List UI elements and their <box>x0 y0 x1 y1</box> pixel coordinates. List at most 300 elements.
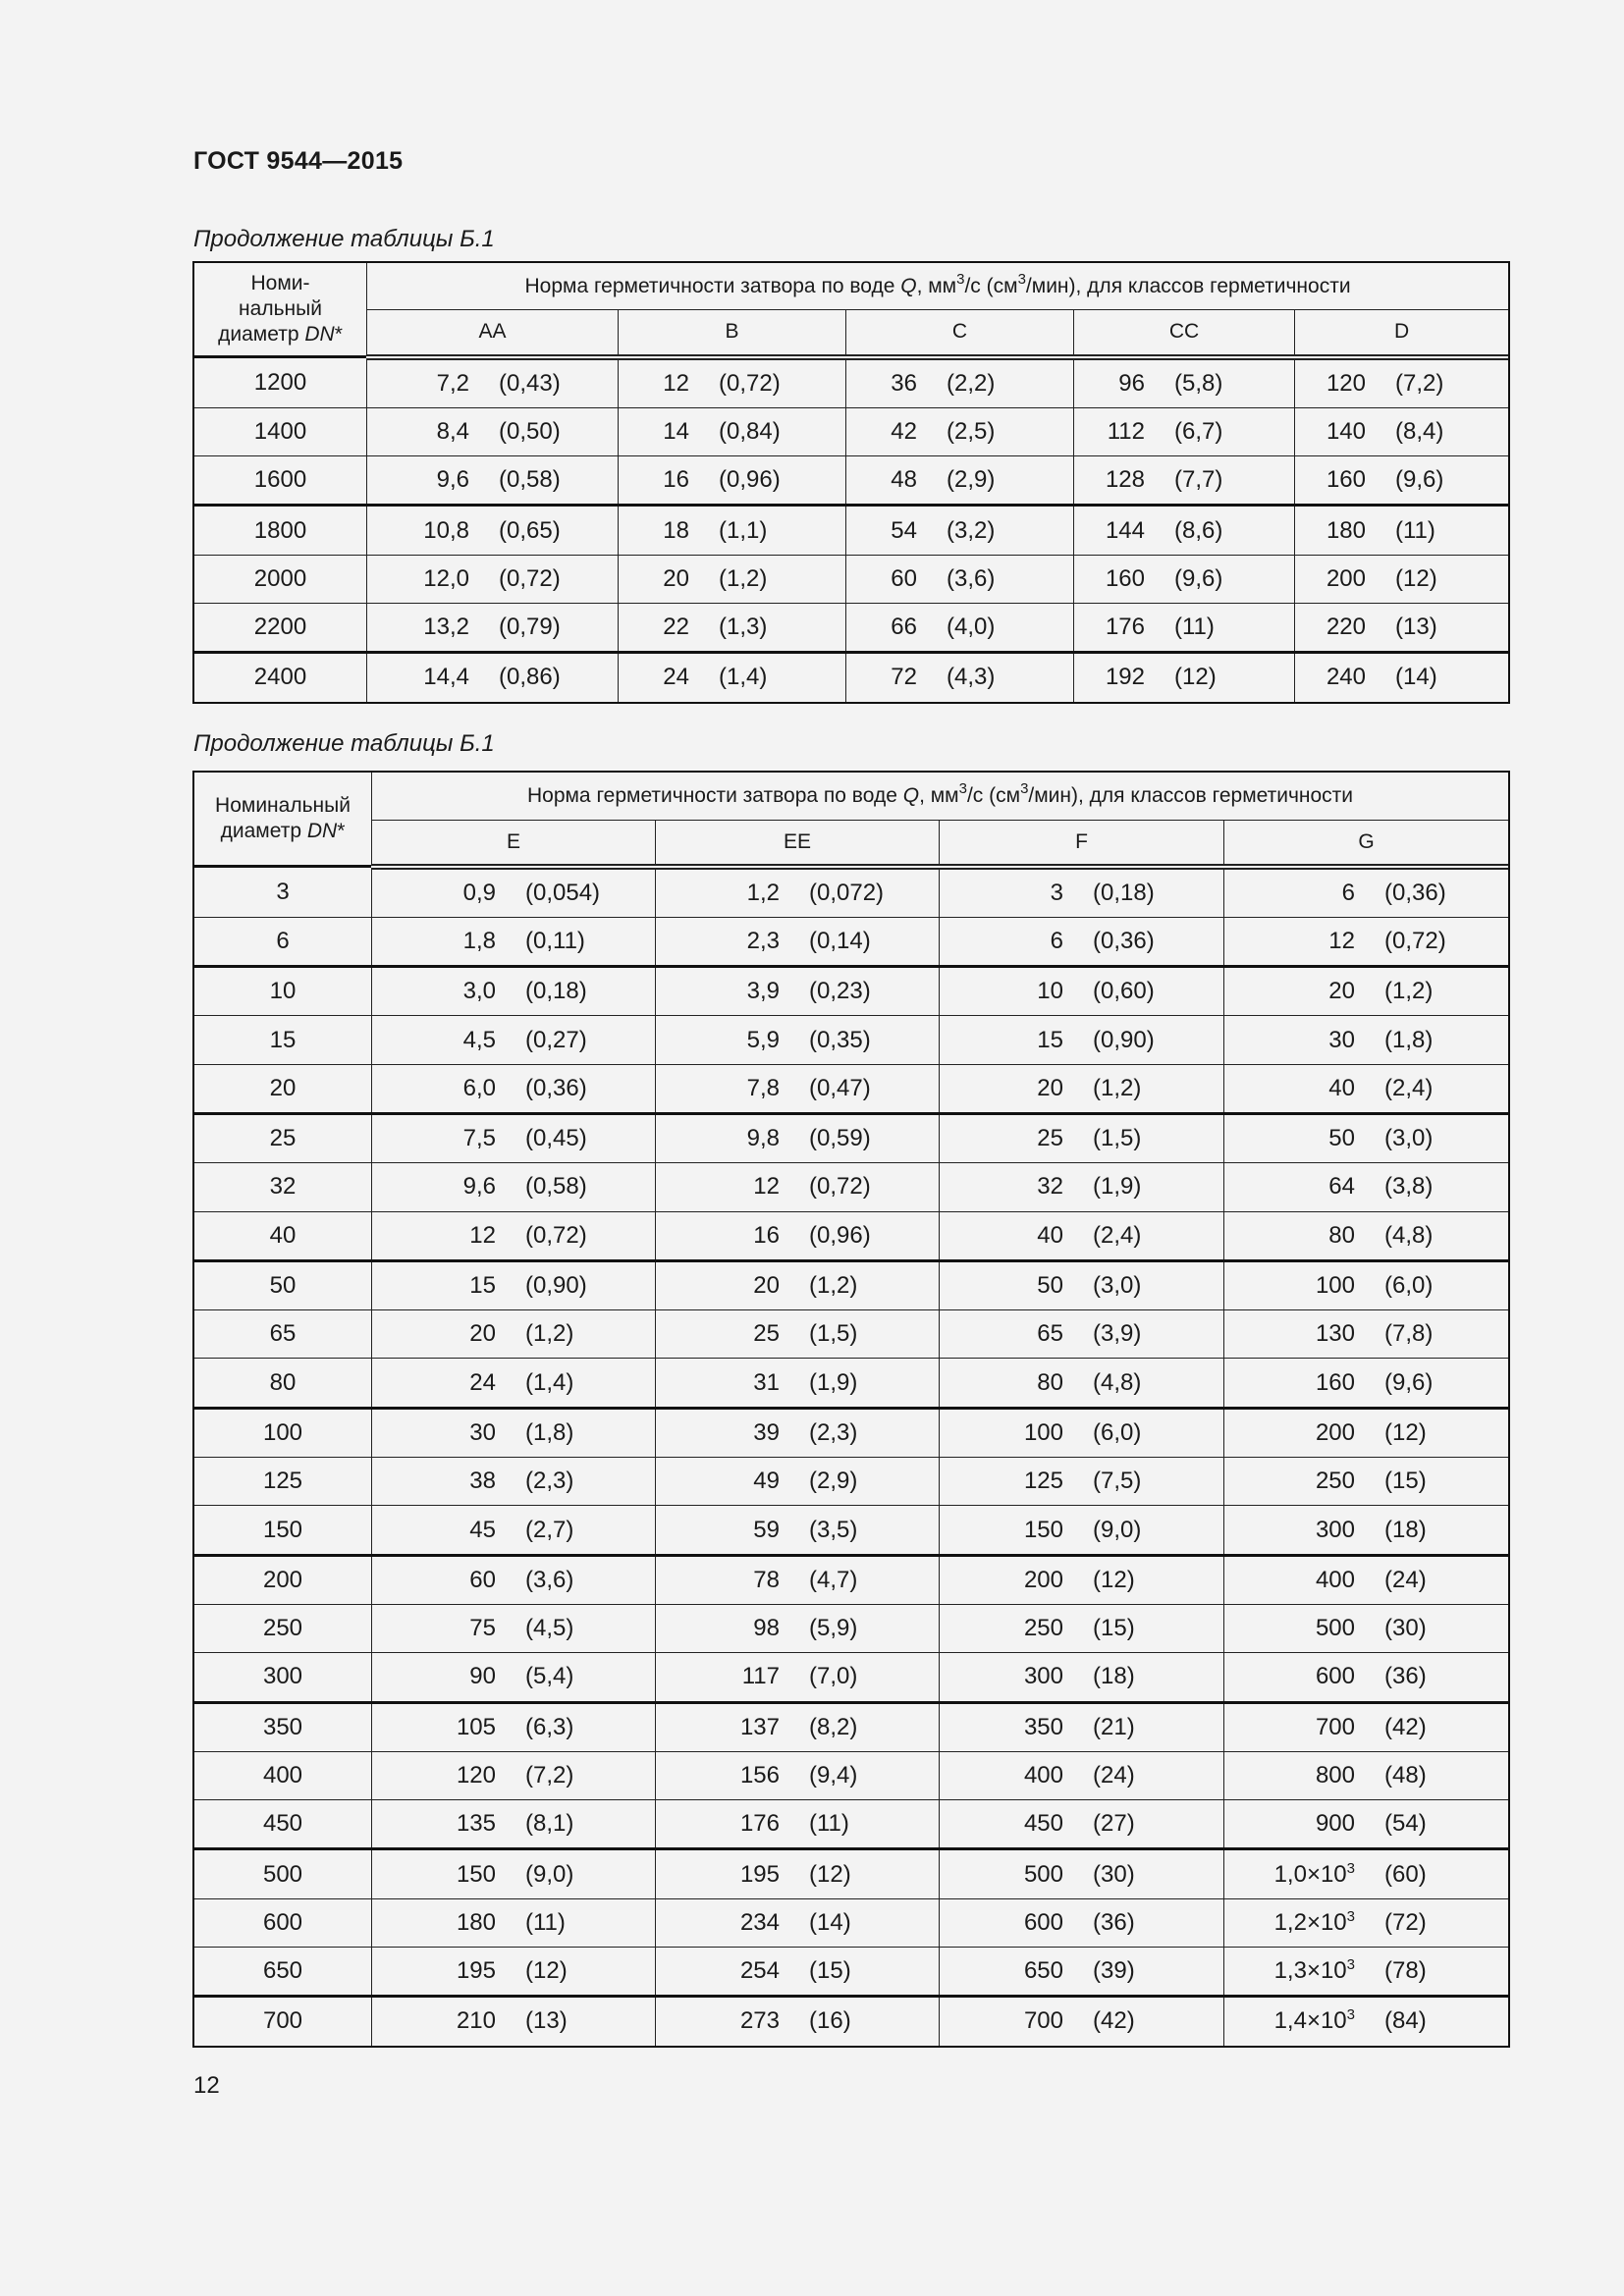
dn-cell: 1600 <box>194 456 367 506</box>
table-row <box>194 1310 1509 1359</box>
leak-cell-ee <box>656 1751 940 1799</box>
leak-rate-mm3s: 350 <box>1023 1713 1063 1740</box>
leak-cell-g <box>1224 1408 1509 1457</box>
table-row <box>194 456 1509 506</box>
table-row <box>194 1948 1509 1997</box>
dn-cell: 15 <box>194 1016 372 1064</box>
leak-cell-g <box>1224 1458 1509 1506</box>
leak-cell-f <box>940 967 1224 1016</box>
leak-rate-cm3min: (0,72) <box>525 1221 587 1249</box>
dn-header-line-3: диаметр DN* <box>218 323 343 346</box>
table2 <box>193 772 1509 2047</box>
leak-rate-mm3s: 120 <box>456 1761 496 1789</box>
leak-rate-mm3s: 400 <box>1315 1566 1355 1593</box>
leak-rate-mm3s: 12 <box>469 1221 496 1249</box>
leak-rate-cm3min: (15) <box>1093 1615 1135 1642</box>
dn-cell: 25 <box>194 1113 372 1162</box>
leak-cell-g <box>1224 1800 1509 1849</box>
leak-rate-mm3s: 150 <box>1023 1516 1063 1543</box>
leak-cell-g <box>1224 1702 1509 1751</box>
leak-rate-mm3s: 500 <box>1023 1860 1063 1888</box>
leak-rate-cm3min: (1,8) <box>1384 1026 1434 1053</box>
leak-cell-aa <box>367 407 619 455</box>
leak-rate-mm3s: 75 <box>469 1615 496 1642</box>
leak-cell-e <box>372 1555 656 1604</box>
leak-rate-cm3min: (4,7) <box>809 1566 858 1593</box>
leak-rate-cm3min: (1,4) <box>719 664 768 691</box>
leak-rate-cm3min: (13) <box>525 2007 568 2035</box>
leak-rate-mm3s: 16 <box>753 1221 780 1249</box>
leak-rate-cm3min: (1,4) <box>525 1368 574 1396</box>
leak-rate-cm3min: (0,79) <box>499 614 561 641</box>
leak-cell-ee <box>656 1800 940 1849</box>
table-row <box>194 967 1509 1016</box>
leak-rate-cm3min: (11) <box>809 1810 849 1838</box>
table2-caption: Продолжение таблицы Б.1 <box>193 730 495 757</box>
leak-cell-f <box>940 1359 1224 1408</box>
leak-rate-mm3s: 117 <box>741 1663 780 1690</box>
leak-cell-e <box>372 1800 656 1849</box>
leak-cell-g <box>1224 1849 1509 1898</box>
leak-rate-cm3min: (7,2) <box>1395 369 1444 397</box>
table-row <box>194 1555 1509 1604</box>
leak-cell-ee <box>656 867 940 918</box>
leak-cell-c <box>846 357 1074 408</box>
leak-cell-f <box>940 1113 1224 1162</box>
class-header-d: D <box>1295 310 1509 357</box>
dn-cell: 65 <box>194 1310 372 1359</box>
leak-rate-cm3min: (8,4) <box>1395 417 1444 445</box>
leak-rate-cm3min: (0,36) <box>525 1074 587 1101</box>
leak-rate-cm3min: (0,18) <box>1093 879 1155 906</box>
leak-cell-ee <box>656 1113 940 1162</box>
leak-rate-cm3min: (72) <box>1384 1908 1427 1936</box>
leak-rate-cm3min: (9,0) <box>1093 1516 1142 1543</box>
leak-cell-ee <box>656 1359 940 1408</box>
leak-cell-b <box>619 603 846 652</box>
leak-rate-cm3min: (0,50) <box>499 417 561 445</box>
leak-rate-cm3min: (1,1) <box>719 516 768 544</box>
leak-rate-mm3s: 4,5 <box>462 1026 496 1053</box>
leak-cell-e <box>372 967 656 1016</box>
leak-rate-mm3s: 10 <box>1037 978 1063 1005</box>
leak-rate-cm3min: (9,6) <box>1384 1368 1434 1396</box>
leak-rate-mm3s: 40 <box>1328 1074 1355 1101</box>
leak-rate-mm3s: 24 <box>469 1368 496 1396</box>
table-row <box>194 867 1509 918</box>
dn-cell: 10 <box>194 967 372 1016</box>
table-row <box>194 1800 1509 1849</box>
table-row <box>194 1211 1509 1260</box>
leak-rate-cm3min: (1,2) <box>809 1272 858 1300</box>
leak-cell-cc <box>1074 603 1295 652</box>
leak-rate-cm3min: (1,5) <box>809 1320 858 1348</box>
leak-cell-ee <box>656 1310 940 1359</box>
leak-rate-cm3min: (12) <box>525 1957 568 1985</box>
leak-rate-cm3min: (0,72) <box>719 369 781 397</box>
leak-rate-mm3s: 195 <box>456 1957 496 1985</box>
leak-rate-cm3min: (0,58) <box>499 466 561 494</box>
leak-rate-mm3s: 180 <box>1326 516 1366 544</box>
leak-rate-mm3s: 5,9 <box>746 1026 780 1053</box>
leak-rate-mm3s: 650 <box>1023 1957 1063 1985</box>
table1-caption: Продолжение таблицы Б.1 <box>193 226 495 252</box>
leak-cell-f <box>940 1702 1224 1751</box>
leak-rate-mm3s: 72 <box>891 664 917 691</box>
leak-rate-cm3min: (1,9) <box>1093 1173 1142 1201</box>
table-row <box>194 1260 1509 1309</box>
leak-rate-cm3min: (14) <box>1395 664 1437 691</box>
leak-cell-d <box>1295 407 1509 455</box>
leak-cell-cc <box>1074 357 1295 408</box>
leak-rate-cm3min: (3,6) <box>947 564 996 592</box>
table-row <box>194 407 1509 455</box>
leak-rate-cm3min: (2,3) <box>809 1418 858 1446</box>
dn-cell: 20 <box>194 1064 372 1113</box>
leak-cell-e <box>372 1211 656 1260</box>
page-number: 12 <box>193 2072 220 2099</box>
leak-cell-f <box>940 1849 1224 1898</box>
leak-cell-ee <box>656 1555 940 1604</box>
leak-rate-cm3min: (9,0) <box>525 1860 574 1888</box>
leak-rate-cm3min: (0,96) <box>809 1221 871 1249</box>
table-row <box>194 1163 1509 1211</box>
leak-cell-e <box>372 1751 656 1799</box>
dn-cell: 1800 <box>194 506 367 555</box>
leak-cell-d <box>1295 357 1509 408</box>
leak-rate-mm3s: 2,3 <box>746 927 780 954</box>
leak-cell-f <box>940 1948 1224 1997</box>
leak-cell-aa <box>367 357 619 408</box>
leak-cell-g <box>1224 1016 1509 1064</box>
leak-rate-mm3s: 156 <box>739 1761 780 1789</box>
leak-rate-mm3s: 22 <box>663 614 689 641</box>
leak-cell-g <box>1224 1359 1509 1408</box>
leak-cell-e <box>372 1948 656 1997</box>
leak-rate-mm3s: 140 <box>1326 417 1366 445</box>
leak-rate-mm3s: 100 <box>1315 1272 1355 1300</box>
leak-rate-mm3s: 900 <box>1315 1810 1355 1838</box>
dn-cell: 700 <box>194 1997 372 2046</box>
leak-rate-cm3min: (84) <box>1384 2007 1427 2035</box>
leak-rate-cm3min: (12) <box>1384 1418 1427 1446</box>
leak-rate-cm3min: (3,9) <box>1093 1320 1142 1348</box>
leak-cell-f <box>940 1555 1224 1604</box>
leak-rate-mm3s: 192 <box>1105 664 1145 691</box>
leak-rate-cm3min: (7,7) <box>1174 466 1223 494</box>
leak-cell-b <box>619 555 846 603</box>
leak-rate-mm3s: 20 <box>753 1272 780 1300</box>
leak-cell-g <box>1224 1604 1509 1652</box>
leak-cell-e <box>372 1997 656 2046</box>
leak-rate-mm3s: 240 <box>1326 664 1366 691</box>
leak-cell-ee <box>656 1997 940 2046</box>
leak-rate-mm3s: 700 <box>1315 1713 1355 1740</box>
leak-cell-ee <box>656 1849 940 1898</box>
leak-rate-mm3s: 98 <box>753 1615 780 1642</box>
leak-rate-mm3s: 600 <box>1023 1908 1063 1936</box>
leak-rate-mm3s: 66 <box>891 614 917 641</box>
leak-cell-g <box>1224 1555 1509 1604</box>
dn-cell: 400 <box>194 1751 372 1799</box>
leak-rate-mm3s: 800 <box>1315 1761 1355 1789</box>
leak-rate-cm3min: (24) <box>1384 1566 1427 1593</box>
leak-rate-cm3min: (1,2) <box>525 1320 574 1348</box>
leak-rate-cm3min: (1,2) <box>719 564 768 592</box>
leak-rate-cm3min: (15) <box>809 1957 851 1985</box>
leak-rate-cm3min: (60) <box>1384 1860 1427 1888</box>
leak-rate-mm3s: 14,4 <box>423 664 469 691</box>
leak-rate-mm3s: 12 <box>753 1173 780 1201</box>
dn-cell: 200 <box>194 1555 372 1604</box>
leak-rate-cm3min: (18) <box>1093 1663 1135 1690</box>
leak-rate-mm3s: 65 <box>1037 1320 1063 1348</box>
leak-cell-g <box>1224 1898 1509 1947</box>
leak-cell-e <box>372 1604 656 1652</box>
leak-rate-cm3min: (2,9) <box>947 466 996 494</box>
table1-body <box>194 357 1509 703</box>
leak-cell-f <box>940 1604 1224 1652</box>
leak-rate-mm3s: 112 <box>1107 417 1145 445</box>
leak-rate-mm3s: 60 <box>891 564 917 592</box>
leak-rate-cm3min: (9,6) <box>1174 564 1223 592</box>
leak-rate-mm3s: 250 <box>1023 1615 1063 1642</box>
leak-rate-cm3min: (11) <box>1174 614 1215 641</box>
leak-rate-mm3s: 254 <box>739 1957 780 1985</box>
leak-cell-ee <box>656 1408 940 1457</box>
leak-rate-mm3s: 14 <box>663 417 689 445</box>
leak-cell-ee <box>656 1064 940 1113</box>
leak-rate-cm3min: (0,43) <box>499 369 561 397</box>
leak-rate-mm3s: 8,4 <box>436 417 469 445</box>
leak-rate-mm3s: 9,6 <box>462 1173 496 1201</box>
leak-rate-mm3s: 42 <box>891 417 917 445</box>
leak-rate-mm3s: $1,2\times 10^3$ <box>1273 1907 1355 1936</box>
leak-cell-d <box>1295 456 1509 506</box>
leak-cell-g <box>1224 967 1509 1016</box>
leak-rate-cm3min: (7,5) <box>1093 1468 1142 1495</box>
leak-rate-mm3s: 160 <box>1315 1368 1355 1396</box>
leak-rate-cm3min: (2,2) <box>947 369 996 397</box>
leak-cell-g <box>1224 1997 1509 2046</box>
table-row <box>194 1751 1509 1799</box>
table-row <box>194 1604 1509 1652</box>
leak-rate-mm3s: 7,5 <box>462 1125 496 1152</box>
leak-rate-cm3min: (0,72) <box>1384 927 1446 954</box>
leak-rate-mm3s: 20 <box>1328 978 1355 1005</box>
leak-cell-c <box>846 555 1074 603</box>
leak-cell-b <box>619 456 846 506</box>
leak-rate-mm3s: 13,2 <box>423 614 469 641</box>
leak-rate-mm3s: 25 <box>1037 1125 1063 1152</box>
leak-cell-cc <box>1074 555 1295 603</box>
leak-cell-d <box>1295 653 1509 702</box>
leak-rate-mm3s: 36 <box>891 369 917 397</box>
class-header-cc: CC <box>1074 310 1295 357</box>
leak-rate-cm3min: (15) <box>1384 1468 1427 1495</box>
leak-rate-mm3s: 60 <box>469 1566 496 1593</box>
leak-cell-f <box>940 1997 1224 2046</box>
leak-rate-mm3s: $1,4\times 10^3$ <box>1273 2006 1355 2035</box>
leak-cell-e <box>372 1113 656 1162</box>
leak-rate-cm3min: (54) <box>1384 1810 1427 1838</box>
leak-rate-cm3min: (2,5) <box>947 417 996 445</box>
leak-cell-cc <box>1074 407 1295 455</box>
leak-rate-mm3s: 700 <box>1023 2007 1063 2035</box>
leak-rate-mm3s: 128 <box>1105 466 1145 494</box>
leak-rate-mm3s: 49 <box>753 1468 780 1495</box>
leak-rate-mm3s: 30 <box>1328 1026 1355 1053</box>
leak-rate-mm3s: 6 <box>1050 927 1063 954</box>
leak-cell-e <box>372 1359 656 1408</box>
leak-rate-cm3min: (5,9) <box>809 1615 858 1642</box>
table-row <box>194 1849 1509 1898</box>
leak-rate-cm3min: (2,9) <box>809 1468 858 1495</box>
leak-cell-g <box>1224 1948 1509 1997</box>
leak-rate-cm3min: (0,65) <box>499 516 561 544</box>
leak-rate-mm3s: 48 <box>891 466 917 494</box>
leak-rate-mm3s: 176 <box>1105 614 1145 641</box>
leak-rate-cm3min: (3,5) <box>809 1516 858 1543</box>
leak-cell-e <box>372 1064 656 1113</box>
leak-rate-mm3s: 3,9 <box>746 978 780 1005</box>
leak-rate-mm3s: 300 <box>1315 1516 1355 1543</box>
leak-rate-mm3s: 54 <box>891 516 917 544</box>
leak-rate-mm3s: 273 <box>739 2007 780 2035</box>
dn-cell: 80 <box>194 1359 372 1408</box>
leak-rate-mm3s: 50 <box>1037 1272 1063 1300</box>
leak-rate-cm3min: (0,27) <box>525 1026 587 1053</box>
leak-cell-e <box>372 1702 656 1751</box>
leak-rate-cm3min: (6,0) <box>1093 1418 1142 1446</box>
leak-rate-mm3s: 6 <box>1341 879 1355 906</box>
leak-cell-d <box>1295 603 1509 652</box>
leak-rate-mm3s: 300 <box>1023 1663 1063 1690</box>
leak-rate-cm3min: (30) <box>1384 1615 1427 1642</box>
dn-header-line-2: диаметр DN* <box>220 820 346 842</box>
leak-cell-f <box>940 1211 1224 1260</box>
leak-rate-mm3s: 15 <box>469 1272 496 1300</box>
leak-cell-e <box>372 1016 656 1064</box>
leak-rate-mm3s: 1,8 <box>462 927 496 954</box>
leak-rate-cm3min: (0,35) <box>809 1026 871 1053</box>
leak-rate-mm3s: 12 <box>1328 927 1355 954</box>
leak-cell-g <box>1224 1751 1509 1799</box>
leak-cell-e <box>372 1163 656 1211</box>
leak-cell-ee <box>656 917 940 966</box>
table-row <box>194 1997 1509 2046</box>
leak-rate-cm3min: (12) <box>1093 1566 1135 1593</box>
leak-rate-mm3s: 500 <box>1315 1615 1355 1642</box>
leak-rate-cm3min: (30) <box>1093 1860 1135 1888</box>
table2-body <box>194 867 1509 2047</box>
leak-rate-mm3s: 96 <box>1118 369 1145 397</box>
leak-cell-f <box>940 1260 1224 1309</box>
leak-rate-mm3s: 450 <box>1023 1810 1063 1838</box>
leak-rate-cm3min: (4,8) <box>1384 1221 1434 1249</box>
leak-rate-mm3s: 195 <box>739 1860 780 1888</box>
leak-rate-mm3s: 600 <box>1315 1663 1355 1690</box>
leak-cell-f <box>940 917 1224 966</box>
leak-rate-cm3min: (6,7) <box>1174 417 1223 445</box>
dn-cell: 600 <box>194 1898 372 1947</box>
leak-rate-cm3min: (24) <box>1093 1761 1135 1789</box>
leak-rate-cm3min: (8,6) <box>1174 516 1223 544</box>
dn-cell: 2000 <box>194 555 367 603</box>
dn-cell: 100 <box>194 1408 372 1457</box>
leak-cell-f <box>940 1506 1224 1555</box>
leak-cell-f <box>940 1163 1224 1211</box>
leak-cell-c <box>846 407 1074 455</box>
leak-rate-mm3s: 45 <box>469 1516 496 1543</box>
leak-cell-b <box>619 357 846 408</box>
leak-cell-e <box>372 917 656 966</box>
table-row <box>194 917 1509 966</box>
leak-rate-cm3min: (4,0) <box>947 614 996 641</box>
leak-rate-mm3s: 137 <box>739 1713 780 1740</box>
leak-cell-cc <box>1074 653 1295 702</box>
group-header: Норма герметичности затвора по воде Q, $мм^3/с$ $(см^3/мин)$, для классов герметичности <box>367 263 1509 310</box>
leak-cell-aa <box>367 653 619 702</box>
leak-rate-mm3s: 90 <box>469 1663 496 1690</box>
leak-cell-g <box>1224 1113 1509 1162</box>
leak-rate-cm3min: (11) <box>1395 516 1435 544</box>
leak-rate-mm3s: 78 <box>753 1566 780 1593</box>
leak-rate-mm3s: 12 <box>663 369 689 397</box>
dn-header-line-1: Номинальный <box>215 794 351 817</box>
document-title: ГОСТ 9544—2015 <box>193 147 404 175</box>
leak-cell-e <box>372 1653 656 1702</box>
leak-rate-mm3s: 144 <box>1105 516 1145 544</box>
class-header-c: C <box>846 310 1074 357</box>
leak-cell-ee <box>656 1653 940 1702</box>
table-row <box>194 1113 1509 1162</box>
table-row <box>194 1064 1509 1113</box>
dn-cell: 250 <box>194 1604 372 1652</box>
leak-cell-c <box>846 506 1074 555</box>
table-row <box>194 653 1509 702</box>
leak-rate-cm3min: (0,72) <box>499 564 561 592</box>
leak-rate-mm3s: 25 <box>753 1320 780 1348</box>
leak-rate-mm3s: $1,3\times 10^3$ <box>1273 1956 1355 1985</box>
dn-cell: 350 <box>194 1702 372 1751</box>
leak-cell-g <box>1224 1260 1509 1309</box>
leak-rate-cm3min: (9,6) <box>1395 466 1444 494</box>
dn-header-line-2: нальный <box>239 297 322 320</box>
leak-rate-cm3min: (0,36) <box>1384 879 1446 906</box>
leak-rate-cm3min: (0,072) <box>809 879 885 906</box>
leak-cell-cc <box>1074 456 1295 506</box>
dn-cell: 3 <box>194 867 372 918</box>
table-row <box>194 1458 1509 1506</box>
leak-rate-mm3s: 210 <box>456 2007 496 2035</box>
leak-rate-mm3s: 1,2 <box>746 879 780 906</box>
leak-rate-cm3min: (0,47) <box>809 1074 871 1101</box>
leak-rate-mm3s: 130 <box>1315 1320 1355 1348</box>
leak-cell-ee <box>656 1898 940 1947</box>
leak-rate-cm3min: (36) <box>1384 1663 1427 1690</box>
leak-rate-mm3s: 120 <box>1326 369 1366 397</box>
leak-rate-mm3s: 160 <box>1326 466 1366 494</box>
leak-rate-mm3s: 59 <box>753 1516 780 1543</box>
leak-rate-cm3min: (18) <box>1384 1516 1427 1543</box>
leak-rate-mm3s: 20 <box>663 564 689 592</box>
leak-rate-mm3s: 125 <box>1023 1468 1063 1495</box>
leak-rate-mm3s: 160 <box>1105 564 1145 592</box>
leak-rate-cm3min: (21) <box>1093 1713 1135 1740</box>
leak-rate-mm3s: 80 <box>1328 1221 1355 1249</box>
leak-rate-mm3s: 32 <box>1037 1173 1063 1201</box>
